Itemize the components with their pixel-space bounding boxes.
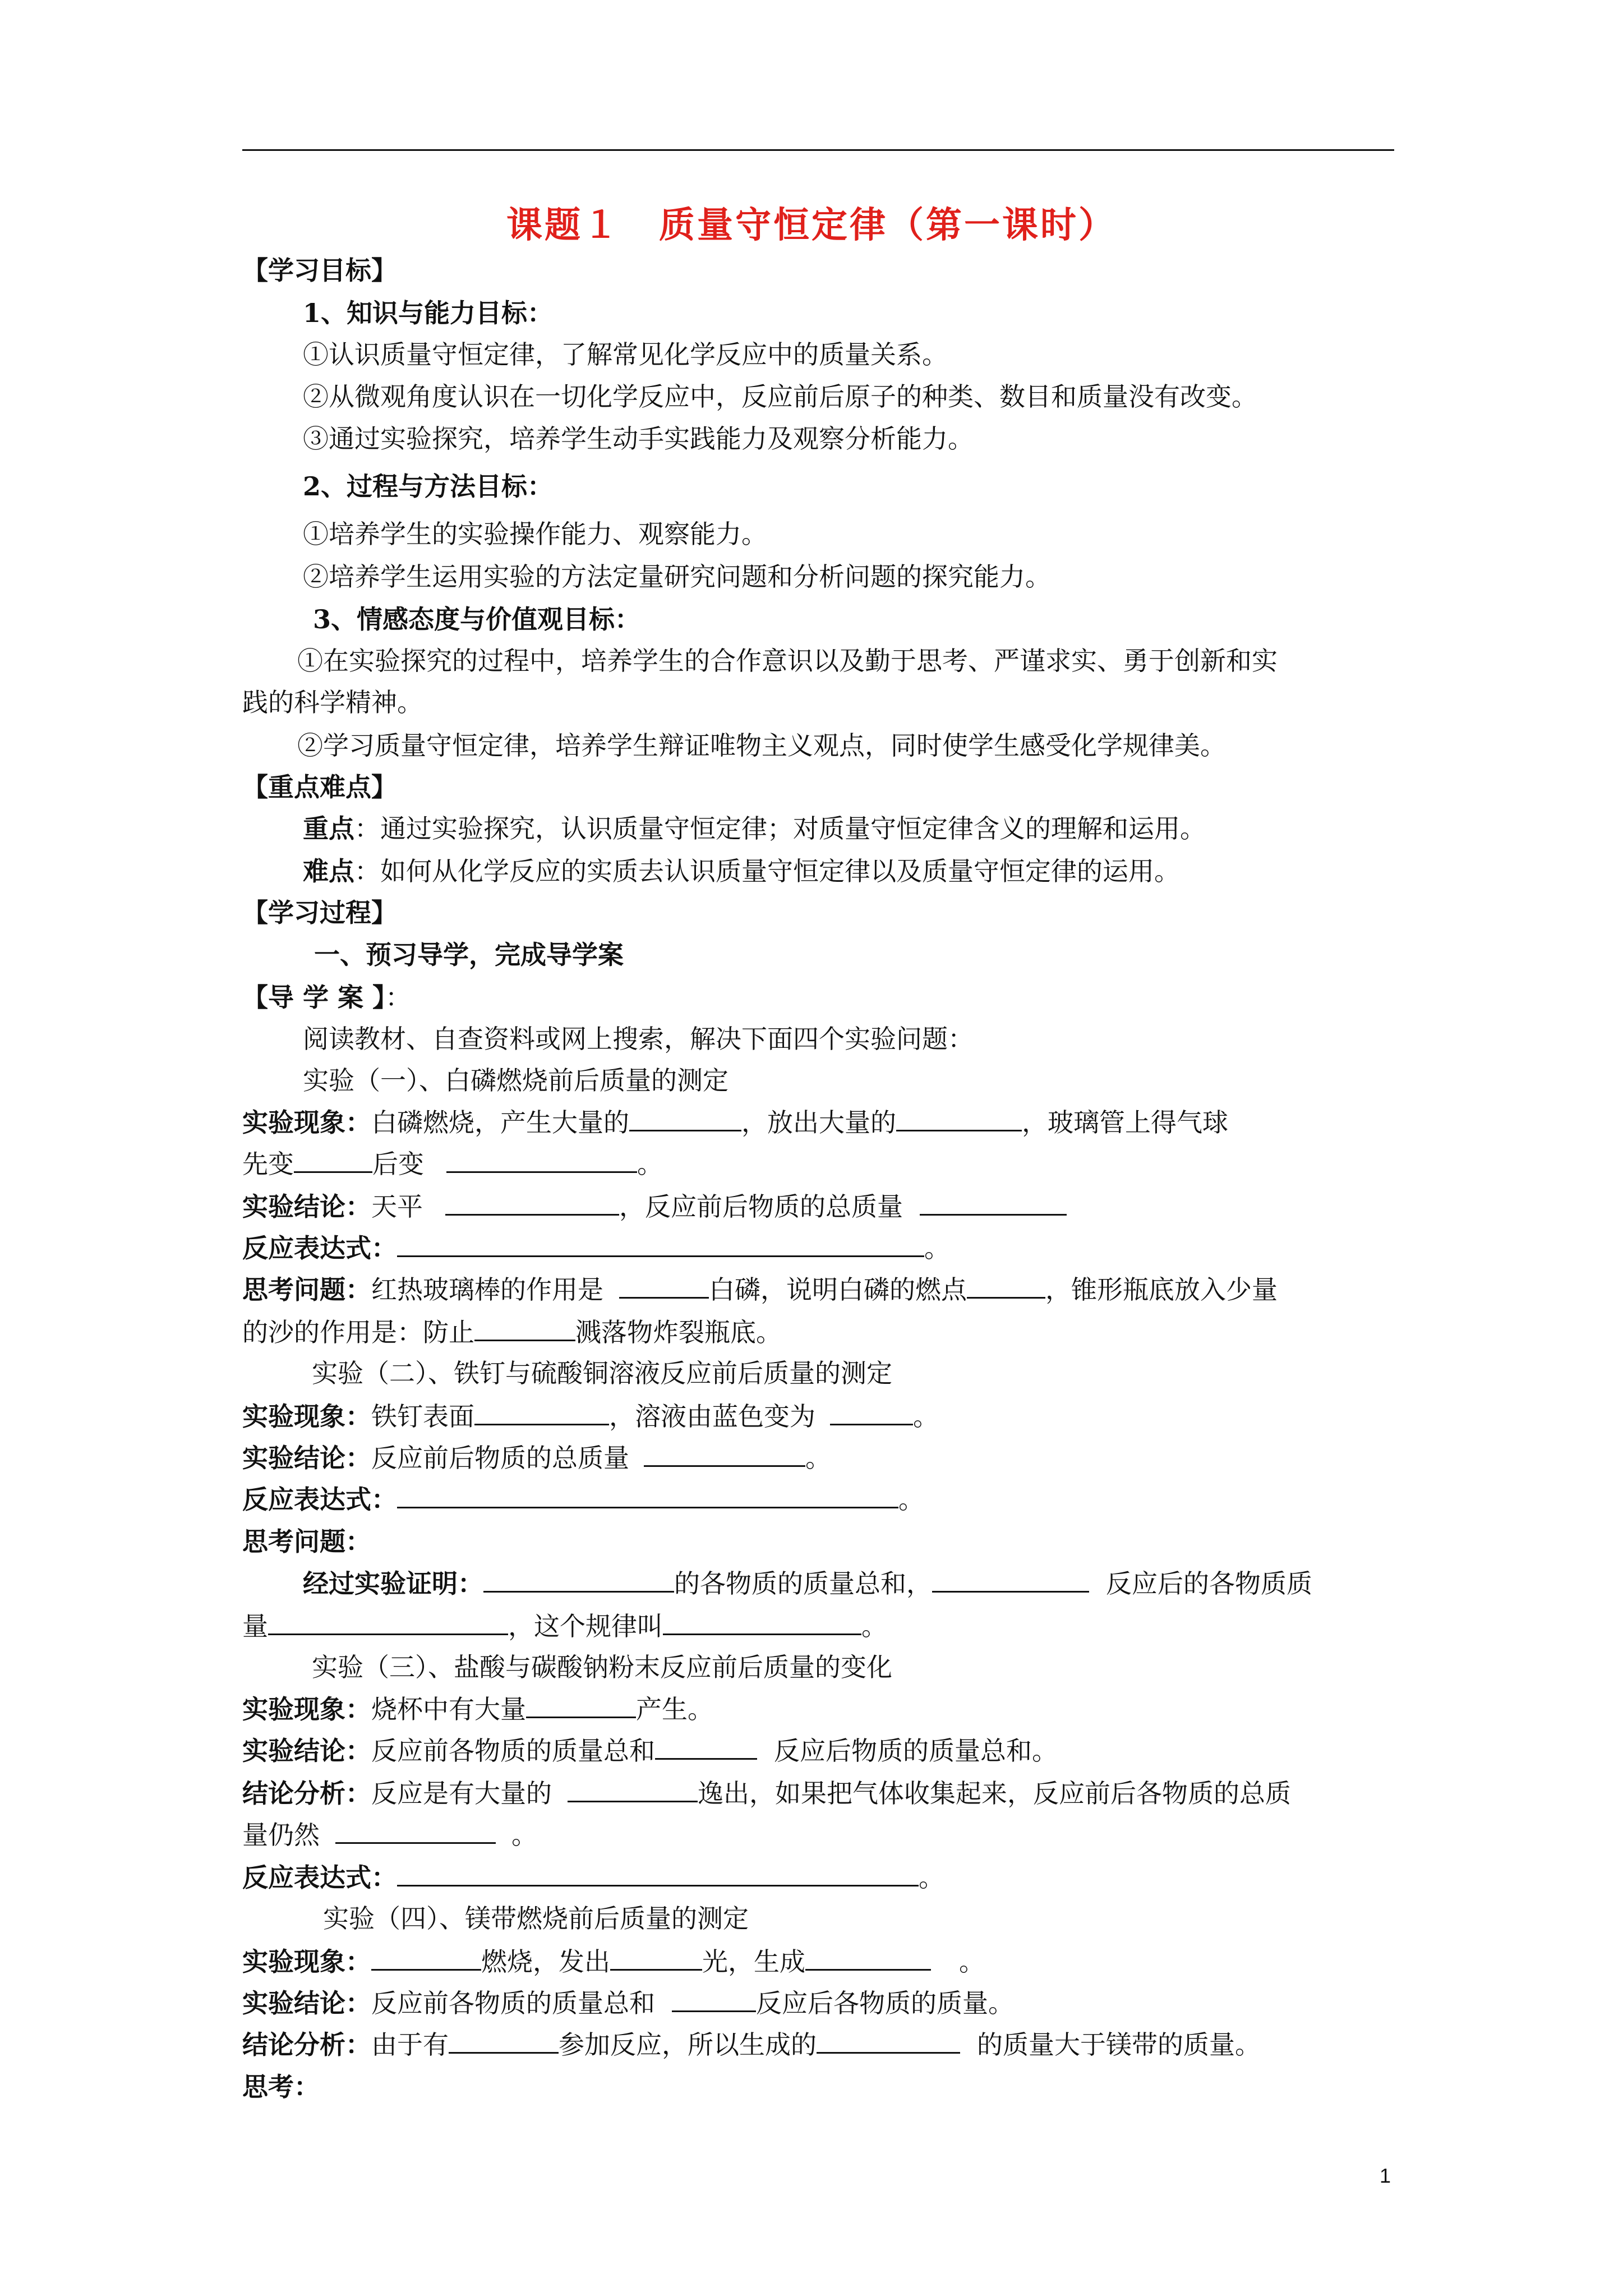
exp4-conclusion [242, 1986, 1014, 2020]
exp1-blank-7[interactable] [619, 1272, 709, 1299]
exp4-phen-text-2: 光，生成 [702, 1947, 805, 1977]
exp4-anal-text-1: 由于有 [371, 2030, 449, 2060]
knowledge-item-2: ②从微观角度认识在一切化学反应中，反应前后原子的种类、数目和质量没有改变。 [303, 381, 1257, 412]
exp3-phen-text-2: 产生。 [636, 1694, 713, 1724]
exp1-phen-text-3: ，玻璃管上得气球 [1022, 1107, 1228, 1138]
exp4-phen-text-1: 燃烧，发出 [481, 1947, 610, 1977]
exp2-phen-label: 实验现象： [242, 1401, 371, 1432]
exp2-proof-cont [242, 1609, 887, 1643]
exp3-anal-text-4: 。 [511, 1820, 537, 1850]
exp3-anal-text-1: 反应是有大量的 [371, 1778, 552, 1809]
exp3-blank-3[interactable] [568, 1776, 698, 1802]
exp3-phen-text-1: 烧杯中有大量 [371, 1694, 526, 1724]
exp2-phen-text-3: 。 [913, 1401, 939, 1432]
emotion-heading: 3、情感态度与价值观目标： [313, 604, 641, 634]
exp1-phen-text-2: ，放出大量的 [741, 1107, 896, 1138]
exp3-concl-text-1: 反应前各物质的质量总和 [371, 1736, 655, 1766]
exp2-proof-label: 经过实验证明： [303, 1568, 483, 1599]
exp2-phen-text-2: ，溶液由蓝色变为 [609, 1401, 815, 1432]
process-heading: 2、过程与方法目标： [303, 471, 554, 501]
exp2-phenomenon [242, 1399, 939, 1433]
exp1-think-text-2: 白磷，说明白磷的燃点 [709, 1274, 967, 1305]
exp1-blank-4[interactable] [446, 1147, 637, 1173]
exp1-expr-label: 反应表达式： [242, 1233, 397, 1263]
exp1-blank-expr[interactable] [397, 1231, 924, 1257]
difficult-text: ：如何从化学反应的实质去认识质量守恒定律以及质量守恒定律的运用。 [354, 856, 1180, 886]
exp2-proof [303, 1566, 1312, 1600]
exp2-blank-2[interactable] [830, 1399, 913, 1425]
exp3-expr-end: 。 [919, 1862, 944, 1893]
exp2-concl-label: 实验结论： [242, 1443, 371, 1473]
exp2-blank-7[interactable] [663, 1609, 861, 1635]
knowledge-heading: 1、知识与能力目标： [303, 298, 554, 328]
exp4-anal-text-3: 的质量大于镁带的质量。 [977, 2030, 1261, 2060]
exp4-think-label: 思考： [242, 2072, 320, 2102]
exp3-anal-text-3: 量仍然 [242, 1820, 320, 1850]
exp2-proof-text-3: 量 [242, 1611, 268, 1641]
exp4-anal-text-2: 参加反应，所以生成的 [559, 2030, 817, 2060]
guide-heading-colon: ： [385, 982, 412, 1013]
exp2-title: 实验（二）、铁钉与硫酸铜溶液反应前后质量的测定 [312, 1358, 892, 1388]
process-item-2: ②培养学生运用实验的方法定量研究问题和分析问题的探究能力。 [303, 562, 1051, 592]
exp1-expression [242, 1231, 950, 1265]
exp1-phen-text-6: 。 [637, 1149, 663, 1179]
exp3-blank-4[interactable] [335, 1818, 496, 1844]
key-point [303, 812, 1206, 845]
exp1-blank-8[interactable] [967, 1272, 1045, 1299]
guide-intro: 阅读教材、自查资料或网上搜索，解决下面四个实验问题： [303, 1024, 974, 1054]
emotion-item-2: ②学习质量守恒定律，培养学生辩证唯物主义观点，同时使学生感受化学规律美。 [297, 730, 1226, 761]
exp4-blank-4[interactable] [672, 1986, 756, 2012]
process-item-1: ①培养学生的实验操作能力、观察能力。 [303, 519, 767, 549]
exp2-blank-1[interactable] [474, 1399, 609, 1425]
exp1-blank-9[interactable] [474, 1315, 575, 1341]
exp3-analysis [242, 1776, 1291, 1810]
exp3-concl-text-2: 反应后物质的质量总和。 [774, 1736, 1058, 1766]
emotion-item-1-cont: 践的科学精神。 [242, 687, 423, 717]
keypoints-heading: 【重点难点】 [242, 772, 397, 802]
exp1-think-cont [242, 1315, 782, 1349]
exp1-concl-label: 实验结论： [242, 1191, 371, 1222]
emotion-item-1: ①在实验探究的过程中，培养学生的合作意识以及勤于思考、严谨求实、勇于创新和实 [297, 646, 1278, 676]
exp4-anal-label: 结论分析： [242, 2030, 371, 2060]
exp1-think-text-5: 溅落物炸裂瓶底。 [575, 1317, 782, 1347]
knowledge-item-1: ①认识质量守恒定律，了解常见化学反应中的质量关系。 [303, 339, 948, 370]
exp1-title: 实验（一）、白磷燃烧前后质量的测定 [303, 1065, 728, 1096]
exp4-analysis [242, 2027, 1261, 2062]
exp4-blank-2[interactable] [610, 1944, 702, 1971]
exp3-blank-expr[interactable] [397, 1860, 919, 1887]
exp4-phen-label: 实验现象： [242, 1947, 371, 1977]
exp1-think [242, 1272, 1278, 1306]
exp2-blank-3[interactable] [644, 1441, 805, 1467]
key-text: ：通过实验探究，认识质量守恒定律；对质量守恒定律含义的理解和运用。 [354, 813, 1206, 844]
exp2-proof-text-5: 。 [861, 1611, 887, 1641]
page-title: 课题１ 质量守恒定律（第一课时） [506, 204, 1117, 246]
section-1-heading: 一、预习导学，完成导学案 [314, 940, 624, 970]
exp3-expression [242, 1860, 944, 1894]
exp2-proof-text-4: ，这个规律叫 [508, 1611, 663, 1641]
exp1-phen-text-1: 白磷燃烧，产生大量的 [371, 1107, 629, 1138]
exp3-blank-1[interactable] [526, 1692, 636, 1718]
exp1-think-label: 思考问题： [242, 1274, 371, 1305]
exp4-concl-label: 实验结论： [242, 1988, 371, 2018]
exp4-title: 实验（四）、镁带燃烧前后质量的测定 [323, 1903, 749, 1934]
exp2-proof-text-2: 反应后的各物质质 [1106, 1568, 1312, 1599]
difficult-point [303, 854, 1180, 888]
exp2-conclusion [242, 1441, 831, 1475]
exp1-think-text-3: ，锥形瓶底放入少量 [1045, 1274, 1278, 1305]
header-rule [242, 149, 1394, 151]
exp4-blank-6[interactable] [817, 2027, 960, 2054]
exp1-conclusion [242, 1189, 1067, 1223]
exp4-blank-1[interactable] [371, 1944, 481, 1971]
exp4-blank-5[interactable] [449, 2027, 559, 2054]
exp1-blank-1[interactable] [629, 1105, 741, 1131]
exp1-phenomenon [242, 1105, 1228, 1139]
exp3-title: 实验（三）、盐酸与碳酸钠粉末反应前后质量的变化 [312, 1652, 892, 1682]
exp2-proof-text-1: 的各物质的质量总和， [674, 1568, 932, 1599]
exp3-anal-text-2: 逸出，如果把气体收集起来，反应前后各物质的总质 [698, 1778, 1291, 1809]
exp2-concl-text-1: 反应前后物质的总质量 [371, 1443, 629, 1473]
difficult-label: 难点 [303, 856, 354, 886]
exp1-phenomenon-cont [242, 1147, 663, 1181]
exp2-blank-5[interactable] [932, 1566, 1089, 1593]
exp3-blank-2[interactable] [655, 1733, 757, 1760]
exp1-concl-text-1: 天平 [371, 1191, 423, 1222]
exp4-blank-3[interactable] [805, 1944, 931, 1971]
exp3-conclusion [242, 1733, 1058, 1768]
exp2-blank-4[interactable] [483, 1566, 674, 1593]
guide-heading-label: 【导 学 案 】 [242, 982, 386, 1013]
process-section-heading: 【学习过程】 [242, 898, 397, 928]
exp4-phen-text-3: 。 [959, 1947, 985, 1977]
exp2-expr-label: 反应表达式： [242, 1484, 397, 1515]
goals-heading: 【学习目标】 [242, 255, 397, 286]
exp2-blank-6[interactable] [268, 1609, 508, 1635]
exp3-anal-label: 结论分析： [242, 1778, 371, 1809]
exp2-concl-text-2: 。 [805, 1443, 831, 1473]
exp3-phenomenon [242, 1692, 713, 1726]
exp1-phen-text-5: 后变 [372, 1149, 424, 1179]
exp1-blank-2[interactable] [896, 1105, 1022, 1131]
exp4-concl-text-1: 反应前各物质的质量总和 [371, 1988, 655, 2018]
key-label: 重点 [303, 813, 354, 844]
exp1-think-text-4: 的沙的作用是：防止 [242, 1317, 474, 1347]
exp4-phenomenon [242, 1944, 985, 1978]
exp1-think-text-1: 红热玻璃棒的作用是 [371, 1274, 603, 1305]
exp2-blank-expr[interactable] [397, 1482, 898, 1508]
exp3-phen-label: 实验现象： [242, 1694, 371, 1724]
knowledge-item-3: ③通过实验探究，培养学生动手实践能力及观察分析能力。 [303, 424, 974, 454]
exp1-phen-label: 实验现象： [242, 1107, 371, 1138]
exp3-analysis-cont [242, 1818, 537, 1852]
guide-heading [242, 981, 411, 1014]
exp1-phen-text-4: 先变 [242, 1149, 294, 1179]
exp1-blank-6[interactable] [920, 1189, 1067, 1216]
page-number: 1 [1380, 2164, 1391, 2187]
exp2-think-label: 思考问题： [242, 1526, 371, 1557]
exp3-concl-label: 实验结论： [242, 1736, 371, 1766]
exp2-expression [242, 1482, 924, 1516]
exp1-expr-end: 。 [924, 1233, 950, 1263]
exp1-blank-3[interactable] [294, 1147, 372, 1173]
exp3-expr-label: 反应表达式： [242, 1862, 397, 1893]
exp2-phen-text-1: 铁钉表面 [371, 1401, 474, 1432]
exp2-expr-end: 。 [898, 1484, 924, 1515]
exp1-concl-text-2: ，反应前后物质的总质量 [619, 1191, 903, 1222]
exp4-concl-text-2: 反应后各物质的质量。 [756, 1988, 1014, 2018]
exp1-blank-5[interactable] [445, 1189, 619, 1216]
